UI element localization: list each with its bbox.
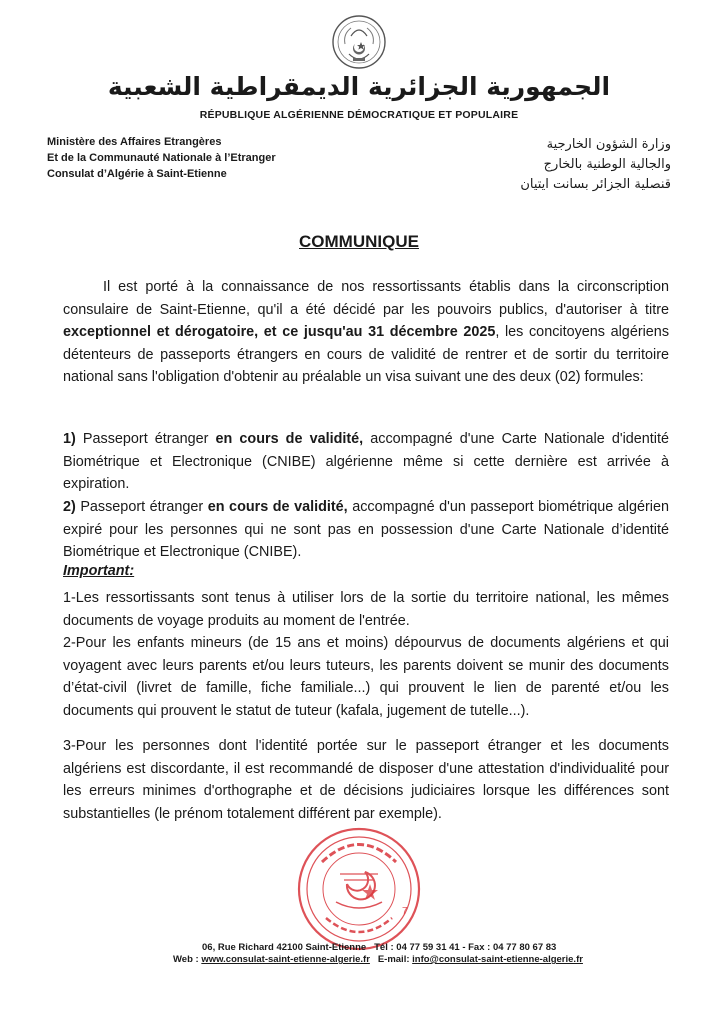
footer-phone-fax: Tél : 04 77 59 31 41 - Fax : 04 77 80 67 83 [374,942,557,953]
important-item-text: 3-Pour les personnes dont l'identité portée sur le passeport étranger et les documents algériens est discordante, il est recommandé de disposer d'une attestation d'individualité pour les erreurs minimes d'orthographe et de décisions judiciaires lorsque les différences sont substantielles (le prénom totalement différent par exemple). [63,738,669,822]
ministry-fr-line: Et de la Communauté Nationale à l’Etranger [47,152,276,164]
national-emblem-icon [331,14,387,74]
important-item [63,735,669,825]
formula-number: 2) [63,499,76,515]
footer-email-label: E-mail: [377,954,413,965]
footer-web-label: Web : [173,954,202,965]
ministry-arabic-block [520,135,671,195]
page-title: COMMUNIQUE [299,232,419,251]
ministry-fr-line: Consulat d’Algérie à Saint-Etienne [47,168,227,180]
formula-1 [63,428,669,496]
french-republic-title: RÉPUBLIQUE ALGÉRIENNE DÉMOCRATIQUE ET POPULAIRE [199,109,519,121]
formula-bold-text: en cours de validité, [215,431,364,447]
intro-bold-text: exceptionnel et dérogatoire, et ce jusqu'au 31 décembre 2025 [63,324,496,340]
ministry-fr-line: Ministère des Affaires Etrangères [47,136,222,148]
ministry-ar-line: وزارة الشؤون الخارجية [546,137,671,152]
important-item [63,632,669,722]
important-heading: Important: [63,563,135,579]
formula-bold-text: en cours de validité, [207,499,348,515]
footer-address-line [202,942,556,953]
intro-text: , les concitoyens algériens détenteurs de passeports étrangers en cours de validité de rentrer et de sortir du territoire national sans l'obligation d'obtenir au préalable un visa suivant une des deux (02) formules: [63,324,670,385]
ministry-french-block [47,134,276,182]
consulate-stamp-icon [292,822,426,956]
formula-number: 1) [63,431,76,447]
important-item-text: 2-Pour les enfants mineurs (de 15 ans et moins) dépourvus de documents algériens et qui voyagent avec leurs parents et/ou leurs tuteurs, les parents doivent se munir des documents d’état-civil (livret de famille, fiche familiale...) qui prouvent le lien de parenté et/ou les documents qui prouvent le statut de tuteur (kafala, jugement de tutelle...). [63,635,669,719]
ministry-ar-line: قنصلية الجزائر بسانت ايتيان [520,177,671,192]
intro-text: Il est porté à la connaissance de nos ressortissants établis dans la circonscription consulaire de Saint-Etienne, qu'il a été décidé par les pouvoirs publics, d'autoriser à titre [63,279,669,318]
svg-text:7: 7 [402,906,408,917]
footer-web-link[interactable]: www.consulat-saint-etienne-algerie.fr [201,954,370,965]
formula-text: accompagné d'un passeport biométrique algérien expiré pour les personnes qui ne sont pas en possession d'une Carte Nationale d’identité Biométrique et Electronique (CNIBE). [63,499,670,560]
ministry-ar-line: والجالية الوطنية بالخارج [543,157,671,172]
footer-email-link[interactable]: info@consulat-saint-etienne-algerie.fr [412,954,583,965]
formula-text: Passeport étranger [75,499,208,515]
footer-address: 06, Rue Richard 42100 Saint-Etienne [202,942,367,953]
intro-paragraph [63,276,669,389]
formula-text: Passeport étranger [75,431,216,447]
formula-2 [63,496,669,564]
formula-text: accompagné d'une Carte Nationale d'identité Biométrique et Electronique (CNIBE) algérienne même si cette dernière est arrivée à expiration. [63,431,669,492]
important-item-text: 1-Les ressortissants sont tenus à utiliser lors de la sortie du territoire national, les mêmes documents de voyage produits au moment de l'entrée. [63,590,669,629]
arabic-republic-title: الجمهورية الجزائرية الديمقراطية الشعبية [107,72,611,101]
important-item [63,587,669,632]
footer-contact-line [173,954,583,965]
